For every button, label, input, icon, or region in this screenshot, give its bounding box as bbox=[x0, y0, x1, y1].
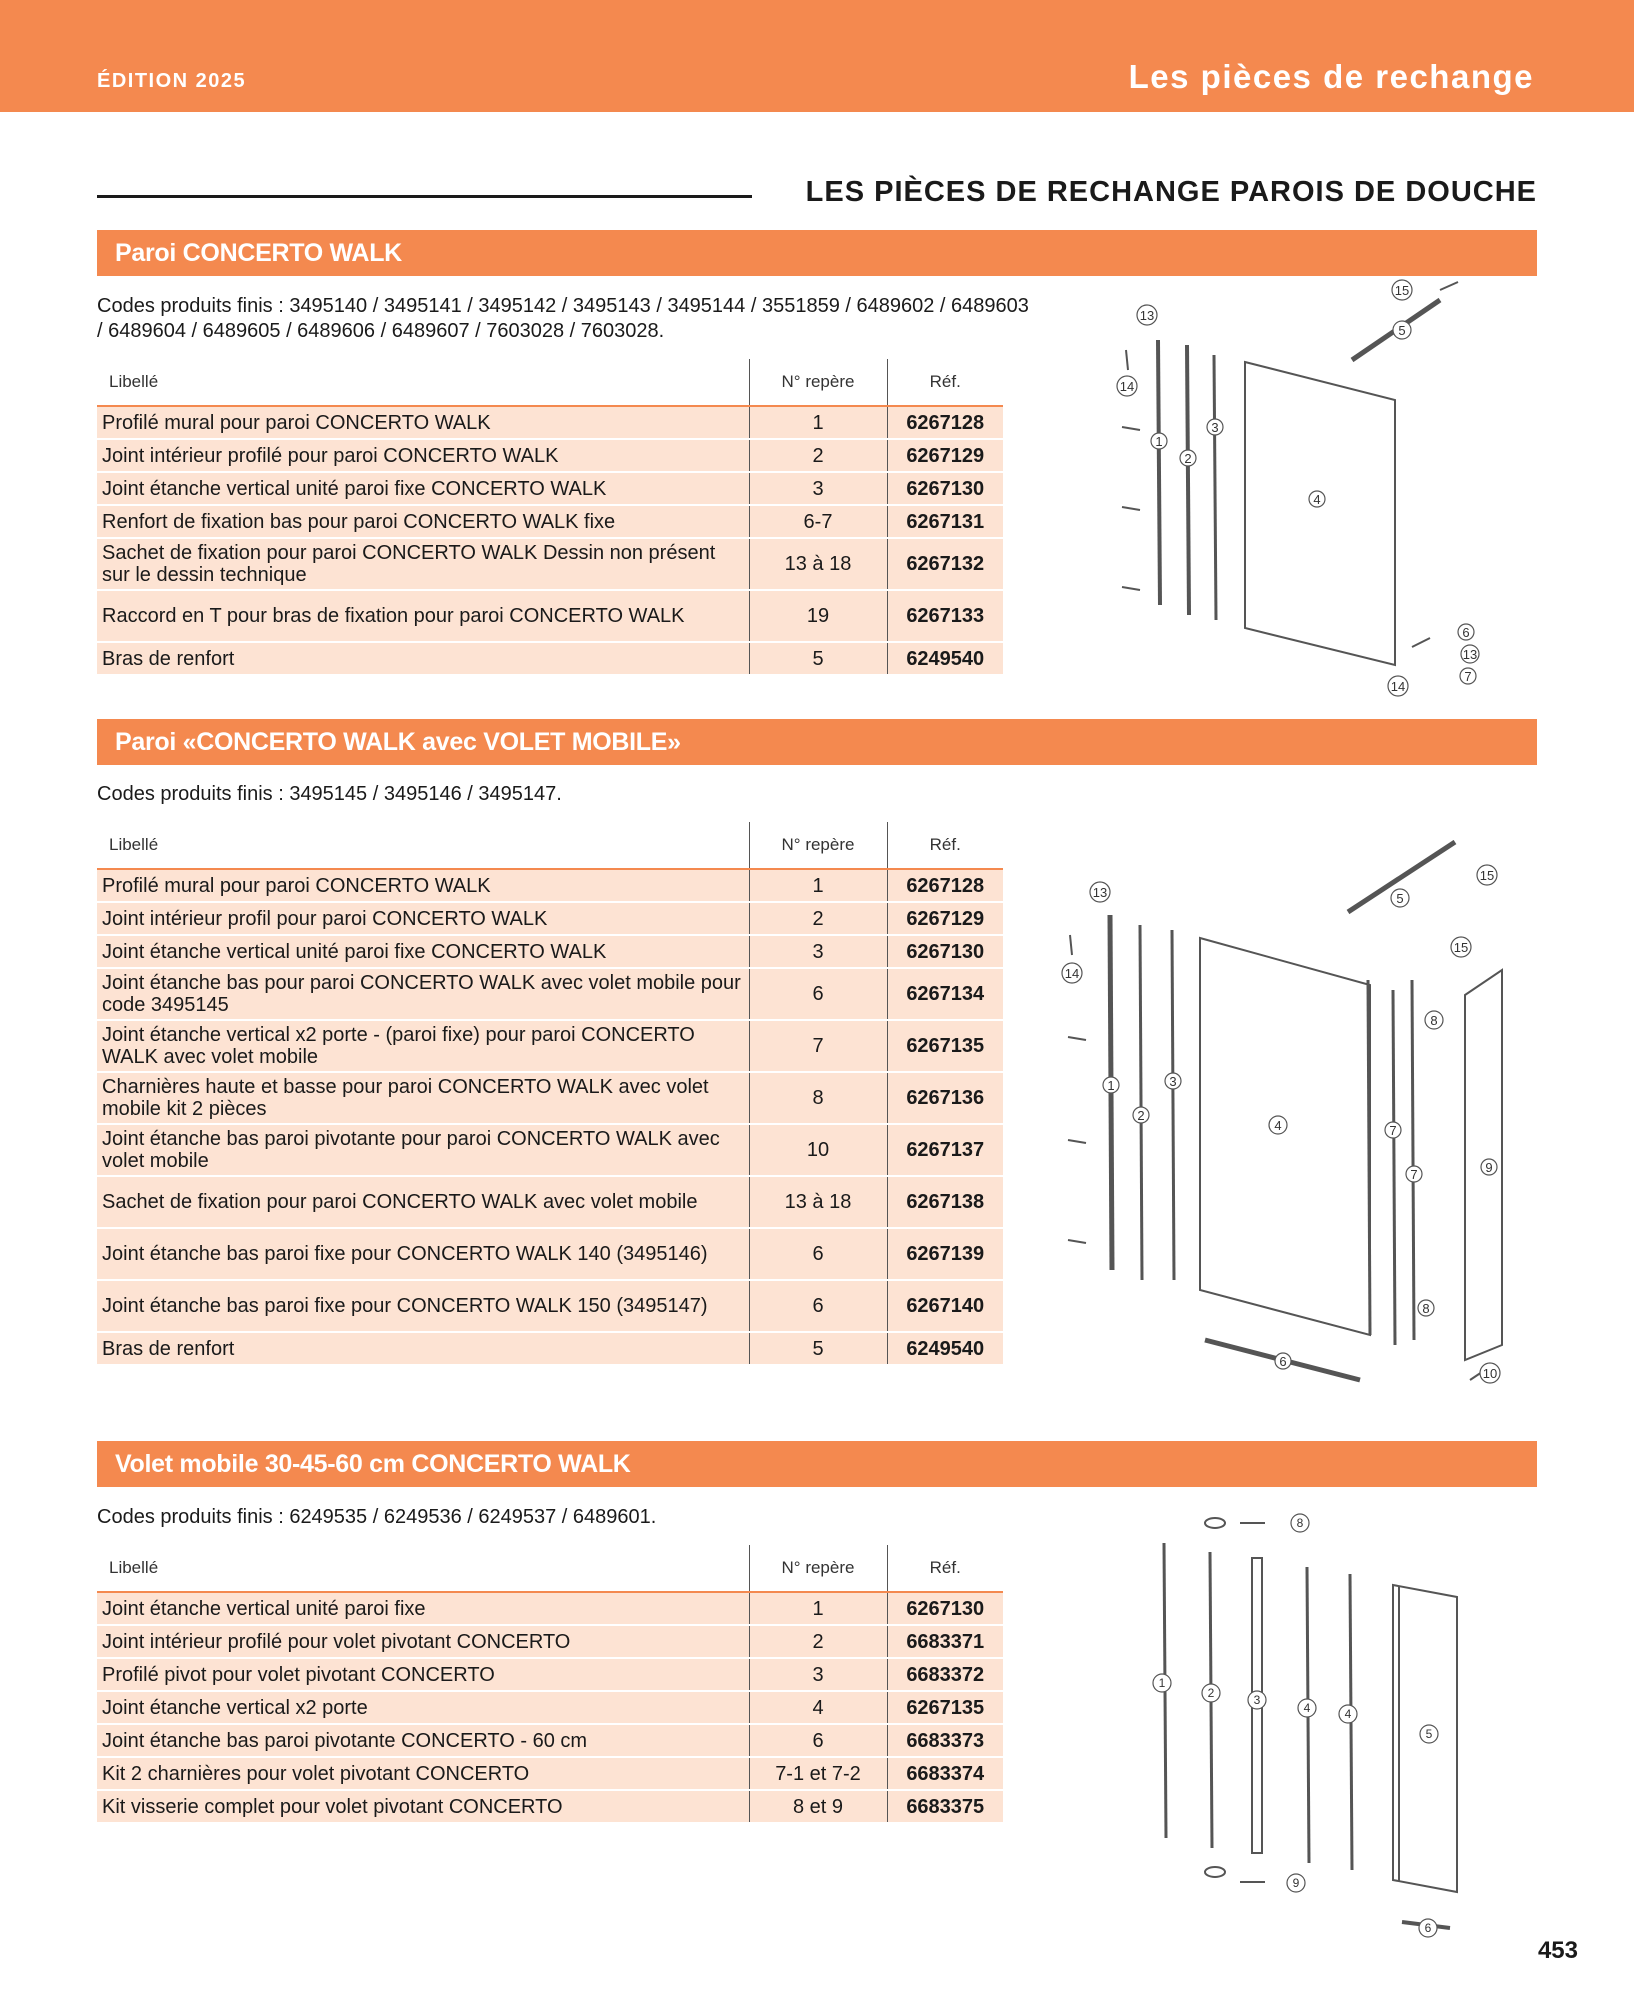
table-row bbox=[97, 1724, 1003, 1757]
diagram-marker: 5 bbox=[1425, 1727, 1433, 1741]
column-header-ref: Réf. bbox=[887, 359, 1003, 406]
diagram-marker: 8 bbox=[1430, 1013, 1438, 1028]
diagram-marker: 2 bbox=[1207, 1686, 1215, 1700]
part-marker: 3 bbox=[749, 935, 887, 968]
diagram-marker: 3 bbox=[1253, 1693, 1261, 1707]
diagram-marker: 6 bbox=[1424, 1921, 1432, 1935]
part-label: Raccord en T pour bras de fixation pour paroi CONCERTO WALK bbox=[97, 590, 749, 642]
parts-table bbox=[97, 359, 1003, 676]
table-row bbox=[97, 1691, 1003, 1724]
diagram-marker: 4 bbox=[1274, 1118, 1282, 1133]
diagram-marker: 5 bbox=[1398, 323, 1406, 338]
part-label: Joint étanche vertical unité paroi fixe bbox=[97, 1592, 749, 1625]
part-label: Sachet de fixation pour paroi CONCERTO WALK Dessin non présent sur le dessin technique bbox=[97, 538, 749, 590]
part-marker: 1 bbox=[749, 406, 887, 439]
part-ref: 6267139 bbox=[887, 1228, 1003, 1280]
part-marker: 13 à 18 bbox=[749, 538, 887, 590]
part-marker: 7-1 et 7-2 bbox=[749, 1757, 887, 1790]
column-header-label: Libellé bbox=[97, 359, 749, 406]
diagram-marker: 9 bbox=[1292, 1876, 1300, 1890]
diagram-marker: 3 bbox=[1211, 420, 1219, 435]
part-label: Joint étanche bas paroi pivotante CONCERTO - 60 cm bbox=[97, 1724, 749, 1757]
table-row bbox=[97, 1332, 1003, 1365]
diagram-marker: 6 bbox=[1279, 1354, 1287, 1369]
diagram-marker: 14 bbox=[1390, 679, 1406, 694]
table-row bbox=[97, 1280, 1003, 1332]
diagram-marker: 1 bbox=[1107, 1078, 1115, 1093]
diagram-marker: 15 bbox=[1394, 283, 1410, 298]
part-label: Profilé pivot pour volet pivotant CONCERTO bbox=[97, 1658, 749, 1691]
diagram-marker: 10 bbox=[1482, 1366, 1498, 1381]
part-label: Bras de renfort bbox=[97, 1332, 749, 1365]
part-ref: 6267131 bbox=[887, 505, 1003, 538]
part-marker: 2 bbox=[749, 902, 887, 935]
column-header-ref: Réf. bbox=[887, 822, 1003, 869]
part-ref: 6267140 bbox=[887, 1280, 1003, 1332]
part-marker: 5 bbox=[749, 642, 887, 675]
part-label: Joint étanche vertical unité paroi fixe CONCERTO WALK bbox=[97, 472, 749, 505]
table-row bbox=[97, 1124, 1003, 1176]
part-ref: 6267133 bbox=[887, 590, 1003, 642]
part-marker: 6 bbox=[749, 1228, 887, 1280]
diagram-marker: 7 bbox=[1410, 1167, 1418, 1182]
part-ref: 6683373 bbox=[887, 1724, 1003, 1757]
part-label: Profilé mural pour paroi CONCERTO WALK bbox=[97, 869, 749, 902]
heading-rule bbox=[97, 195, 752, 198]
part-label: Joint étanche vertical x2 porte - (paroi fixe) pour paroi CONCERTO WALK avec volet mobile bbox=[97, 1020, 749, 1072]
table-row bbox=[97, 590, 1003, 642]
part-marker: 2 bbox=[749, 439, 887, 472]
table-row bbox=[97, 505, 1003, 538]
column-header-label: Libellé bbox=[97, 1545, 749, 1592]
exploded-diagram-concerto-walk bbox=[1090, 270, 1490, 710]
part-label: Kit 2 charnières pour volet pivotant CONCERTO bbox=[97, 1757, 749, 1790]
diagram-marker: 5 bbox=[1396, 891, 1404, 906]
part-label: Joint étanche vertical x2 porte bbox=[97, 1691, 749, 1724]
diagram-marker: 1 bbox=[1155, 434, 1163, 449]
page-number: 453 bbox=[1537, 1937, 1578, 1964]
part-ref: 6267138 bbox=[887, 1176, 1003, 1228]
part-ref: 6683371 bbox=[887, 1625, 1003, 1658]
parts-table bbox=[97, 822, 1003, 1366]
table-row bbox=[97, 1658, 1003, 1691]
part-ref: 6683375 bbox=[887, 1790, 1003, 1823]
table-row bbox=[97, 1625, 1003, 1658]
part-label: Kit visserie complet pour volet pivotant CONCERTO bbox=[97, 1790, 749, 1823]
table-row bbox=[97, 935, 1003, 968]
part-label: Joint intérieur profilé pour paroi CONCERTO WALK bbox=[97, 439, 749, 472]
part-label: Joint étanche bas pour paroi CONCERTO WALK avec volet mobile pour code 3495145 bbox=[97, 968, 749, 1020]
diagram-marker: 13 bbox=[1462, 647, 1478, 662]
table-row bbox=[97, 439, 1003, 472]
part-ref: 6267135 bbox=[887, 1691, 1003, 1724]
part-marker: 8 bbox=[749, 1072, 887, 1124]
parts-table bbox=[97, 1545, 1003, 1824]
part-marker: 6 bbox=[749, 1724, 887, 1757]
edition-label: ÉDITION 2025 bbox=[97, 70, 247, 92]
table-row bbox=[97, 1790, 1003, 1823]
part-ref: 6267128 bbox=[887, 869, 1003, 902]
part-label: Joint intérieur profilé pour volet pivotant CONCERTO bbox=[97, 1625, 749, 1658]
part-ref: 6267130 bbox=[887, 1592, 1003, 1625]
part-marker: 19 bbox=[749, 590, 887, 642]
table-row bbox=[97, 968, 1003, 1020]
part-label: Joint étanche bas paroi pivotante pour paroi CONCERTO WALK avec volet mobile bbox=[97, 1124, 749, 1176]
diagram-marker: 4 bbox=[1303, 1701, 1311, 1715]
part-ref: 6267129 bbox=[887, 439, 1003, 472]
page-title: LES PIÈCES DE RECHANGE PAROIS DE DOUCHE bbox=[805, 176, 1537, 208]
header-bar bbox=[0, 0, 1634, 112]
diagram-marker: 15 bbox=[1453, 940, 1469, 955]
diagram-marker: 7 bbox=[1389, 1123, 1397, 1138]
section-title-volet-mobile: Volet mobile 30-45-60 cm CONCERTO WALK bbox=[97, 1441, 1537, 1487]
part-label: Profilé mural pour paroi CONCERTO WALK bbox=[97, 406, 749, 439]
part-ref: 6267128 bbox=[887, 406, 1003, 439]
diagram-marker: 2 bbox=[1137, 1108, 1145, 1123]
section-title-concerto-walk: Paroi CONCERTO WALK bbox=[97, 230, 1537, 276]
part-marker: 13 à 18 bbox=[749, 1176, 887, 1228]
part-label: Renfort de fixation bas pour paroi CONCERTO WALK fixe bbox=[97, 505, 749, 538]
part-label: Joint étanche bas paroi fixe pour CONCERTO WALK 150 (3495147) bbox=[97, 1280, 749, 1332]
part-marker: 8 et 9 bbox=[749, 1790, 887, 1823]
part-ref: 6267135 bbox=[887, 1020, 1003, 1072]
part-marker: 5 bbox=[749, 1332, 887, 1365]
exploded-diagram-concerto-walk-volet bbox=[1050, 840, 1540, 1400]
column-header-label: Libellé bbox=[97, 822, 749, 869]
diagram-marker: 8 bbox=[1296, 1516, 1304, 1530]
table-row bbox=[97, 1176, 1003, 1228]
diagram-marker: 4 bbox=[1313, 492, 1321, 507]
part-marker: 4 bbox=[749, 1691, 887, 1724]
part-marker: 3 bbox=[749, 1658, 887, 1691]
part-label: Joint intérieur profil pour paroi CONCERTO WALK bbox=[97, 902, 749, 935]
part-ref: 6267130 bbox=[887, 472, 1003, 505]
diagram-marker: 3 bbox=[1169, 1074, 1177, 1089]
part-label: Charnières haute et basse pour paroi CONCERTO WALK avec volet mobile kit 2 pièces bbox=[97, 1072, 749, 1124]
chapter-title: Les pièces de rechange bbox=[1128, 58, 1534, 95]
table-row bbox=[97, 1592, 1003, 1625]
part-label: Joint étanche bas paroi fixe pour CONCERTO WALK 140 (3495146) bbox=[97, 1228, 749, 1280]
table-row bbox=[97, 472, 1003, 505]
diagram-marker: 2 bbox=[1184, 451, 1192, 466]
diagram-marker: 14 bbox=[1064, 966, 1080, 981]
diagram-marker: 1 bbox=[1158, 1676, 1166, 1690]
table-row bbox=[97, 902, 1003, 935]
product-codes: Codes produits finis : 3495140 / 3495141 / 3495142 / 3495143 / 3495144 / 3551859 / 6489602 / 6489603 / 6489604 / 6489605 / 6489606 / 6489607 / 7603028 / 7603028. bbox=[97, 295, 1029, 342]
diagram-marker: 8 bbox=[1422, 1301, 1430, 1316]
diagram-marker: 13 bbox=[1092, 885, 1108, 900]
diagram-marker: 4 bbox=[1344, 1707, 1352, 1721]
part-ref: 6267136 bbox=[887, 1072, 1003, 1124]
table-row bbox=[97, 1072, 1003, 1124]
part-ref: 6267129 bbox=[887, 902, 1003, 935]
part-marker: 7 bbox=[749, 1020, 887, 1072]
part-marker: 6 bbox=[749, 968, 887, 1020]
diagram-marker: 13 bbox=[1139, 308, 1155, 323]
product-codes: Codes produits finis : 6249535 / 6249536 / 6249537 / 6489601. bbox=[97, 1506, 657, 1528]
column-header-marker: N° repère bbox=[749, 1545, 887, 1592]
column-header-ref: Réf. bbox=[887, 1545, 1003, 1592]
part-ref: 6683372 bbox=[887, 1658, 1003, 1691]
exploded-diagram-volet-mobile bbox=[1140, 1500, 1470, 1940]
part-label: Joint étanche vertical unité paroi fixe CONCERTO WALK bbox=[97, 935, 749, 968]
part-ref: 6267132 bbox=[887, 538, 1003, 590]
diagram-marker: 9 bbox=[1485, 1160, 1493, 1175]
diagram-marker: 14 bbox=[1119, 379, 1135, 394]
table-row bbox=[97, 1020, 1003, 1072]
diagram-marker: 7 bbox=[1464, 669, 1472, 684]
part-marker: 1 bbox=[749, 869, 887, 902]
part-ref: 6267134 bbox=[887, 968, 1003, 1020]
part-marker: 3 bbox=[749, 472, 887, 505]
table-row bbox=[97, 869, 1003, 902]
table-row bbox=[97, 1228, 1003, 1280]
column-header-marker: N° repère bbox=[749, 359, 887, 406]
part-marker: 2 bbox=[749, 1625, 887, 1658]
diagram-marker: 6 bbox=[1462, 625, 1470, 640]
product-codes: Codes produits finis : 3495145 / 3495146 / 3495147. bbox=[97, 783, 562, 805]
part-ref: 6267130 bbox=[887, 935, 1003, 968]
diagram-marker: 15 bbox=[1479, 868, 1495, 883]
section-title-concerto-walk-volet: Paroi «CONCERTO WALK avec VOLET MOBILE» bbox=[97, 719, 1537, 765]
part-ref: 6249540 bbox=[887, 1332, 1003, 1365]
part-label: Sachet de fixation pour paroi CONCERTO WALK avec volet mobile bbox=[97, 1176, 749, 1228]
part-marker: 1 bbox=[749, 1592, 887, 1625]
part-ref: 6249540 bbox=[887, 642, 1003, 675]
column-header-marker: N° repère bbox=[749, 822, 887, 869]
part-ref: 6683374 bbox=[887, 1757, 1003, 1790]
table-row bbox=[97, 1757, 1003, 1790]
part-label: Bras de renfort bbox=[97, 642, 749, 675]
table-row bbox=[97, 406, 1003, 439]
table-row bbox=[97, 642, 1003, 675]
part-marker: 6-7 bbox=[749, 505, 887, 538]
part-marker: 10 bbox=[749, 1124, 887, 1176]
part-marker: 6 bbox=[749, 1280, 887, 1332]
part-ref: 6267137 bbox=[887, 1124, 1003, 1176]
table-row bbox=[97, 538, 1003, 590]
